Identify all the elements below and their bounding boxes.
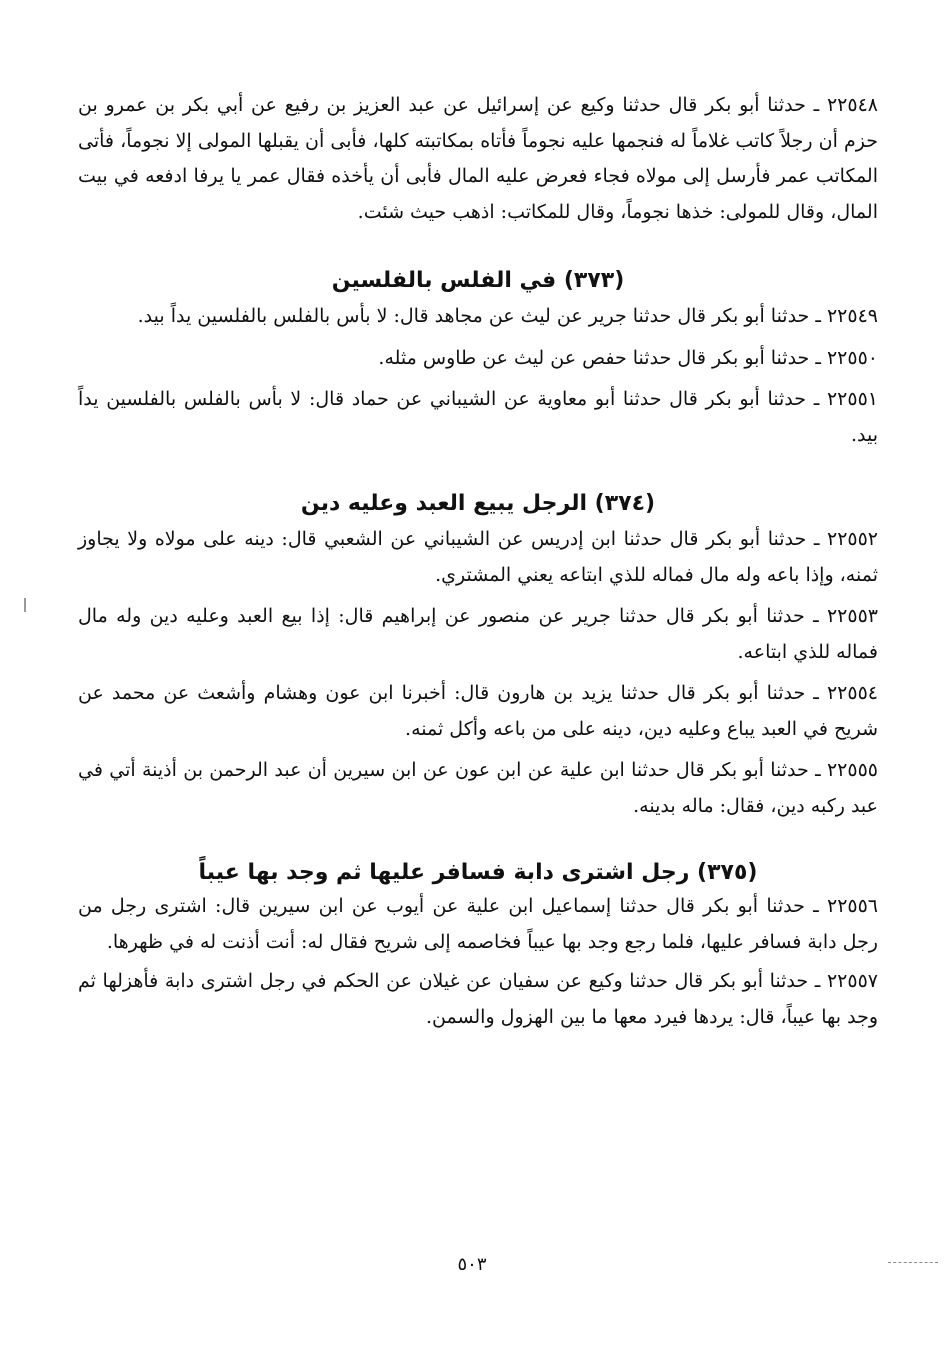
hadith-paragraph: ٢٢٥٤٨ ـ حدثنا أبو بكر قال حدثنا وكيع عن إسرائيل عن عبد العزيز بن رفيع عن أبي بكر بن عمرو بن حزم أن رجلاً كاتب غلاماً له فنجمها عليه نجوماً فأتاه بمكاتبته كلها، فأبى أن يقبلها المولى إلا نجوماً، فأتى المكاتب عمر فأرسل إلى مولاه فجاء فعرض عليه المال فأبى أن يأخذه فقال عمر يا يرفا ادفعه في بيت المال، وقال للمولى: خذها نجوماً، وقال للمكاتب: اذهب حيث شئت. [78,94,878,223]
hadith-text: حدثنا أبو بكر قال حدثنا إسماعيل ابن علية عن أيوب عن ابن سيرين قال: اشترى رجل من رجل دابة فسافر عليها، فلما رجع وجد بها عيباً فخاصمه إلى شريح فقال له: أنت أذنت له في ظهرها. [78,895,878,953]
hadith-number: ٢٢٥٥١ [826,388,878,410]
scan-margin-mark [24,598,26,612]
hadith-paragraph: ٢٢٥٥٢ ـ حدثنا أبو بكر قال حدثنا ابن إدريس عن الشيباني عن الشعبي قال: دينه على مولاه ولا يجاوز ثمنه، وإذا باعه وله مال فماله للذي ابتاعه يعني المشتري. [78,528,879,586]
hadith-number: ٢٢٥٥٣ [826,605,878,627]
hadith-text: حدثنا أبو بكر قال حدثنا أبو معاوية عن الشيباني عن حماد قال: لا بأس بالفلس بالفلسين يداً بيد. [78,388,878,446]
hadith-paragraph: ٢٢٥٥٥ ـ حدثنا أبو بكر قال حدثنا ابن علية عن ابن عون عن ابن سيرين أن عبد الرحمن بن أذينة أتي في عبد ركبه دين، فقال: ماله بدينه. [78,759,878,817]
page-text-block [78,88,878,1035]
hadith-paragraph: ٢٢٥٤٩ ـ حدثنا أبو بكر قال حدثنا جرير عن ليث عن مجاهد قال: لا بأس بالفلس بالفلسين يداً بيد. [137,305,878,327]
hadith-paragraph: ٢٢٥٥٠ ـ حدثنا أبو بكر قال حدثنا حفص عن ليث عن طاوس مثله. [378,346,878,369]
hadith-text: حدثنا أبو بكر قال حدثنا ابن علية عن ابن عون عن ابن سيرين أن عبد الرحمن بن أذينة أتي في عبد ركبه دين، فقال: ماله بدينه. [78,759,878,817]
hadith-number: ٢٢٥٥٢ [826,528,879,550]
hadith-paragraph: ٢٢٥٥٧ ـ حدثنا أبو بكر قال حدثنا وكيع عن سفيان عن غيلان عن الحكم في رجل اشترى دابة فأهزلها ثم وجد بها عيباً، قال: يردها فيرد معها ما بين الهزول والسمن. [78,970,878,1028]
hadith-text: حدثنا أبو بكر قال حدثنا جرير عن ليث عن مجاهد قال: لا بأس بالفلس بالفلسين يداً بيد. [137,305,810,327]
hadith-paragraph: ٢٢٥٥١ ـ حدثنا أبو بكر قال حدثنا أبو معاوية عن الشيباني عن حماد قال: لا بأس بالفلس بالفلسين يداً بيد. [78,388,878,446]
hadith-paragraph: ٢٢٥٥٣ ـ حدثنا أبو بكر قال حدثنا جرير عن منصور عن إبراهيم قال: إذا بيع العبد وعليه دين وله مال فماله للذي ابتاعه. [78,605,878,663]
hadith-text: حدثنا أبو بكر قال حدثنا وكيع عن إسرائيل عن عبد العزيز بن رفيع عن أبي بكر بن عمرو بن حزم أن رجلاً كاتب غلاماً له فنجمها عليه نجوماً فأتاه بمكاتبته كلها، فأبى أن يقبلها المولى إلا نجوماً، فأتى المكاتب عمر فأرسل إلى مولاه فجاء فعرض عليه المال فأبى أن يأخذه فقال عمر يا يرفا ادفعه في بيت المال، وقال للمولى: خذها نجوماً، وقال للمكاتب: اذهب حيث شئت. [78,94,878,223]
hadith-number: ٢٢٥٥٥ [826,759,878,781]
hadith-number: ٢٢٥٥٠ [826,346,878,369]
hadith-number: ٢٢٥٥٤ [826,682,878,704]
chapter-heading: (٣٧٥) رجل اشترى دابة فسافر عليها ثم وجد بها عيباً [198,860,758,885]
hadith-number: ٢٢٥٤٩ [826,305,878,327]
hadith-text: حدثنا أبو بكر قال حدثنا يزيد بن هارون قال: أخبرنا ابن عون وهشام وأشعث عن محمد عن شريح في العبد يباع وعليه دين، دينه على من باعه وأكل ثمنه. [78,682,878,740]
chapter-heading: (٣٧٤) الرجل يبيع العبد وعليه دين [300,491,656,516]
page-number: ٥٠٣ [457,1254,487,1275]
hadith-number: ٢٢٥٥٧ [826,970,878,992]
hadith-text: حدثنا أبو بكر قال حدثنا ابن إدريس عن الشيباني عن الشعبي قال: دينه على مولاه ولا يجاوز ثمنه، وإذا باعه وله مال فماله للذي ابتاعه يعني المشتري. [78,528,878,586]
hadith-number: ٢٢٥٥٦ [826,895,879,917]
hadith-paragraph: ٢٢٥٥٦ ـ حدثنا أبو بكر قال حدثنا إسماعيل ابن علية عن أيوب عن ابن سيرين قال: اشترى رجل من رجل دابة فسافر عليها، فلما رجع وجد بها عيباً فخاصمه إلى شريح فقال له: أنت أذنت له في ظهرها. [78,895,879,953]
hadith-text: حدثنا أبو بكر قال حدثنا جرير عن منصور عن إبراهيم قال: إذا بيع العبد وعليه دين وله مال فماله للذي ابتاعه. [78,605,878,663]
hadith-number: ٢٢٥٤٨ [826,94,878,116]
hadith-paragraph: ٢٢٥٥٤ ـ حدثنا أبو بكر قال حدثنا يزيد بن هارون قال: أخبرنا ابن عون وهشام وأشعث عن محمد عن شريح في العبد يباع وعليه دين، دينه على من باعه وأكل ثمنه. [78,682,878,740]
hadith-text: حدثنا أبو بكر قال حدثنا حفص عن ليث عن طاوس مثله. [378,346,810,369]
scan-edge-mark [888,1262,938,1263]
hadith-text: حدثنا أبو بكر قال حدثنا وكيع عن سفيان عن غيلان عن الحكم في رجل اشترى دابة فأهزلها ثم وجد بها عيباً، قال: يردها فيرد معها ما بين الهزول والسمن. [78,970,878,1028]
chapter-heading: (٣٧٣) في الفلس بالفلسين [331,268,625,293]
